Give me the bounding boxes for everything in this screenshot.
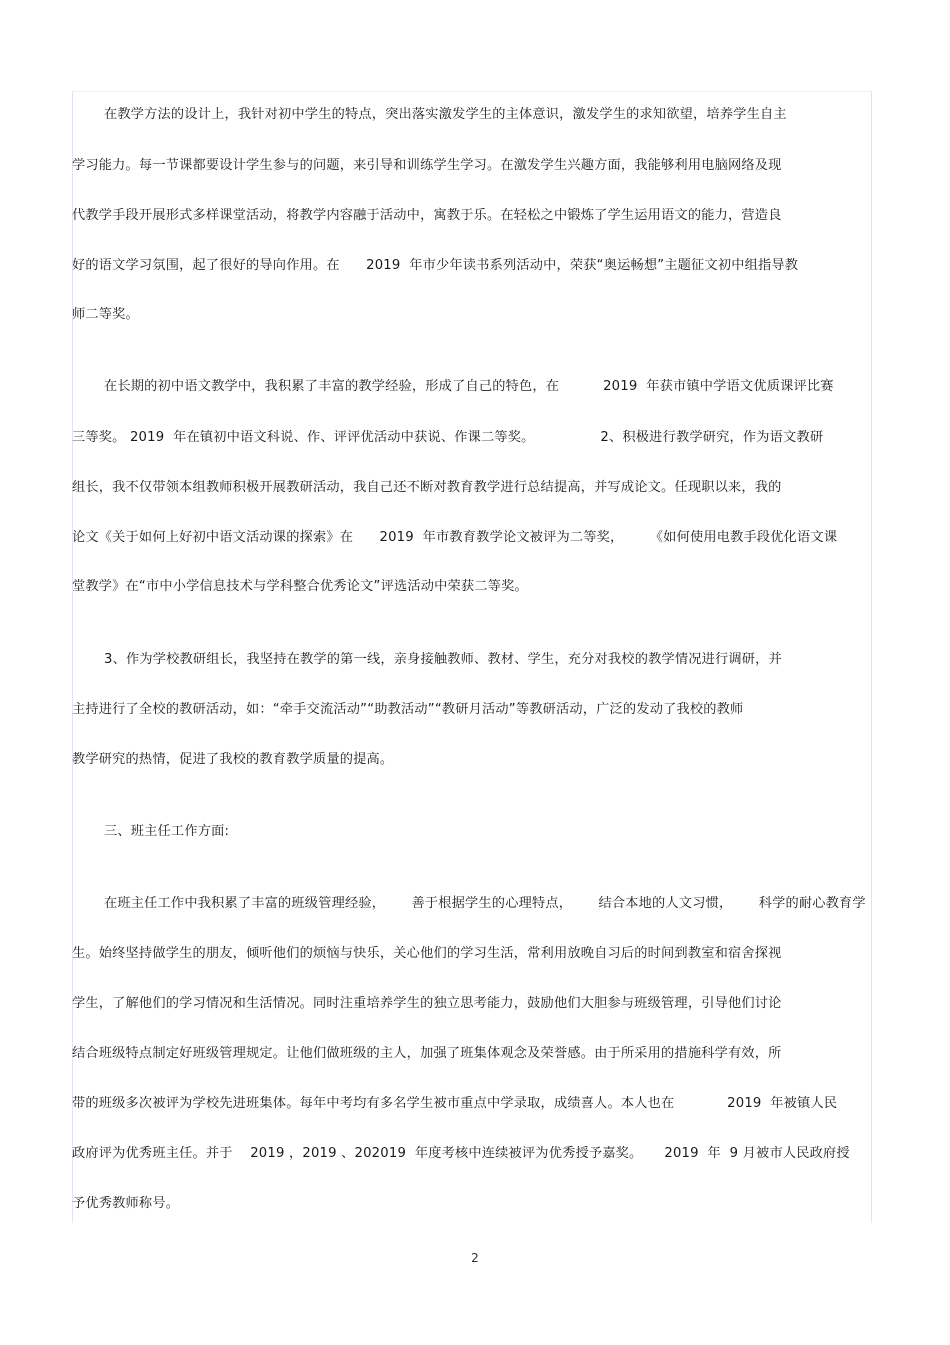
text-line: 带的班级多次被评为学校先进班集体。每年中考均有多名学生被市重点中学录取，成绩喜人。本人也在 2019 年被镇人民 [72,1096,838,1111]
text-line: 政府评为优秀班主任。并于 2019 ，2019 、202019 年度考核中连续被评为优秀授予嘉奖。 2019 年 9 月被市人民政府授 [72,1146,850,1161]
text-line: 在班主任工作中我积累了丰富的班级管理经验， 善于根据学生的心理特点， 结合本地的人文习惯， 科学的耐心教育学 [104,896,866,911]
text-line: 结合班级特点制定好班级管理规定。让他们做班级的主人，加强了班集体观念及荣誉感。由于所采用的措施科学有效，所 [72,1046,782,1061]
text-line: 论文《关于如何上好初中语文活动课的探索》在 2019 年市教育教学论文被评为二等奖， 《如何使用电教手段优化语文课 [72,530,838,545]
text-line: 主持进行了全校的教研活动，如：“牵手交流活动”“助教活动”“教研月活动”等教研活动，广泛的发动了我校的教师 [72,702,744,717]
text-line: 三等奖。 2019 年在镇初中语文科说、作、评评优活动中获说、作课二等奖。 2、积极进行教学研究，作为语文教研 [72,430,824,445]
text-line: 生。始终坚持做学生的朋友，倾听他们的烦恼与快乐，关心他们的学习生活，常利用放晚自习后的时间到教室和宿舍探视 [72,946,782,961]
text-line: 3、作为学校教研组长，我坚持在教学的第一线，亲身接触教师、教材、学生，充分对我校的教学情况进行调研，并 [104,652,782,667]
text-line: 予优秀教师称号。 [72,1196,180,1211]
text-line: 师二等奖。 [72,307,139,322]
text-line: 学生，了解他们的学习情况和生活情况。同时注重培养学生的独立思考能力，鼓励他们大胆参与班级管理，引导他们讨论 [72,996,782,1011]
text-line: 好的语文学习氛围，起了很好的导向作用。在 2019 年市少年读书系列活动中，荣获“奥运畅想”主题征文初中组指导教 [72,258,799,273]
text-line: 教学研究的热情，促进了我校的教育教学质量的提高。 [72,752,394,767]
text-line: 代教学手段开展形式多样课堂活动，将教学内容融于活动中，寓教于乐。在轻松之中锻炼了学生运用语文的能力，营造良 [72,208,782,223]
text-line: 在长期的初中语文教学中，我积累了丰富的教学经验，形成了自己的特色，在 2019 年获市镇中学语文优质课评比赛 [104,379,834,394]
page-number: 2 [471,1251,479,1265]
text-line: 在教学方法的设计上，我针对初中学生的特点，突出落实激发学生的主体意识，激发学生的求知欲望，培养学生自主 [104,107,787,122]
text-line: 学习能力。每一节课都要设计学生参与的问题，来引导和训练学生学习。在激发学生兴趣方面，我能够利用电脑网络及现 [72,158,782,173]
section-heading: 三、班主任工作方面: [104,824,230,839]
text-line: 组长，我不仅带领本组教师积极开展教研活动，我自己还不断对教育教学进行总结提高，并写成论文。任现职以来，我的 [72,480,782,495]
text-line: 堂教学》在“市中小学信息技术与学科整合优秀论文”评选活动中荣获二等奖。 [72,579,528,594]
